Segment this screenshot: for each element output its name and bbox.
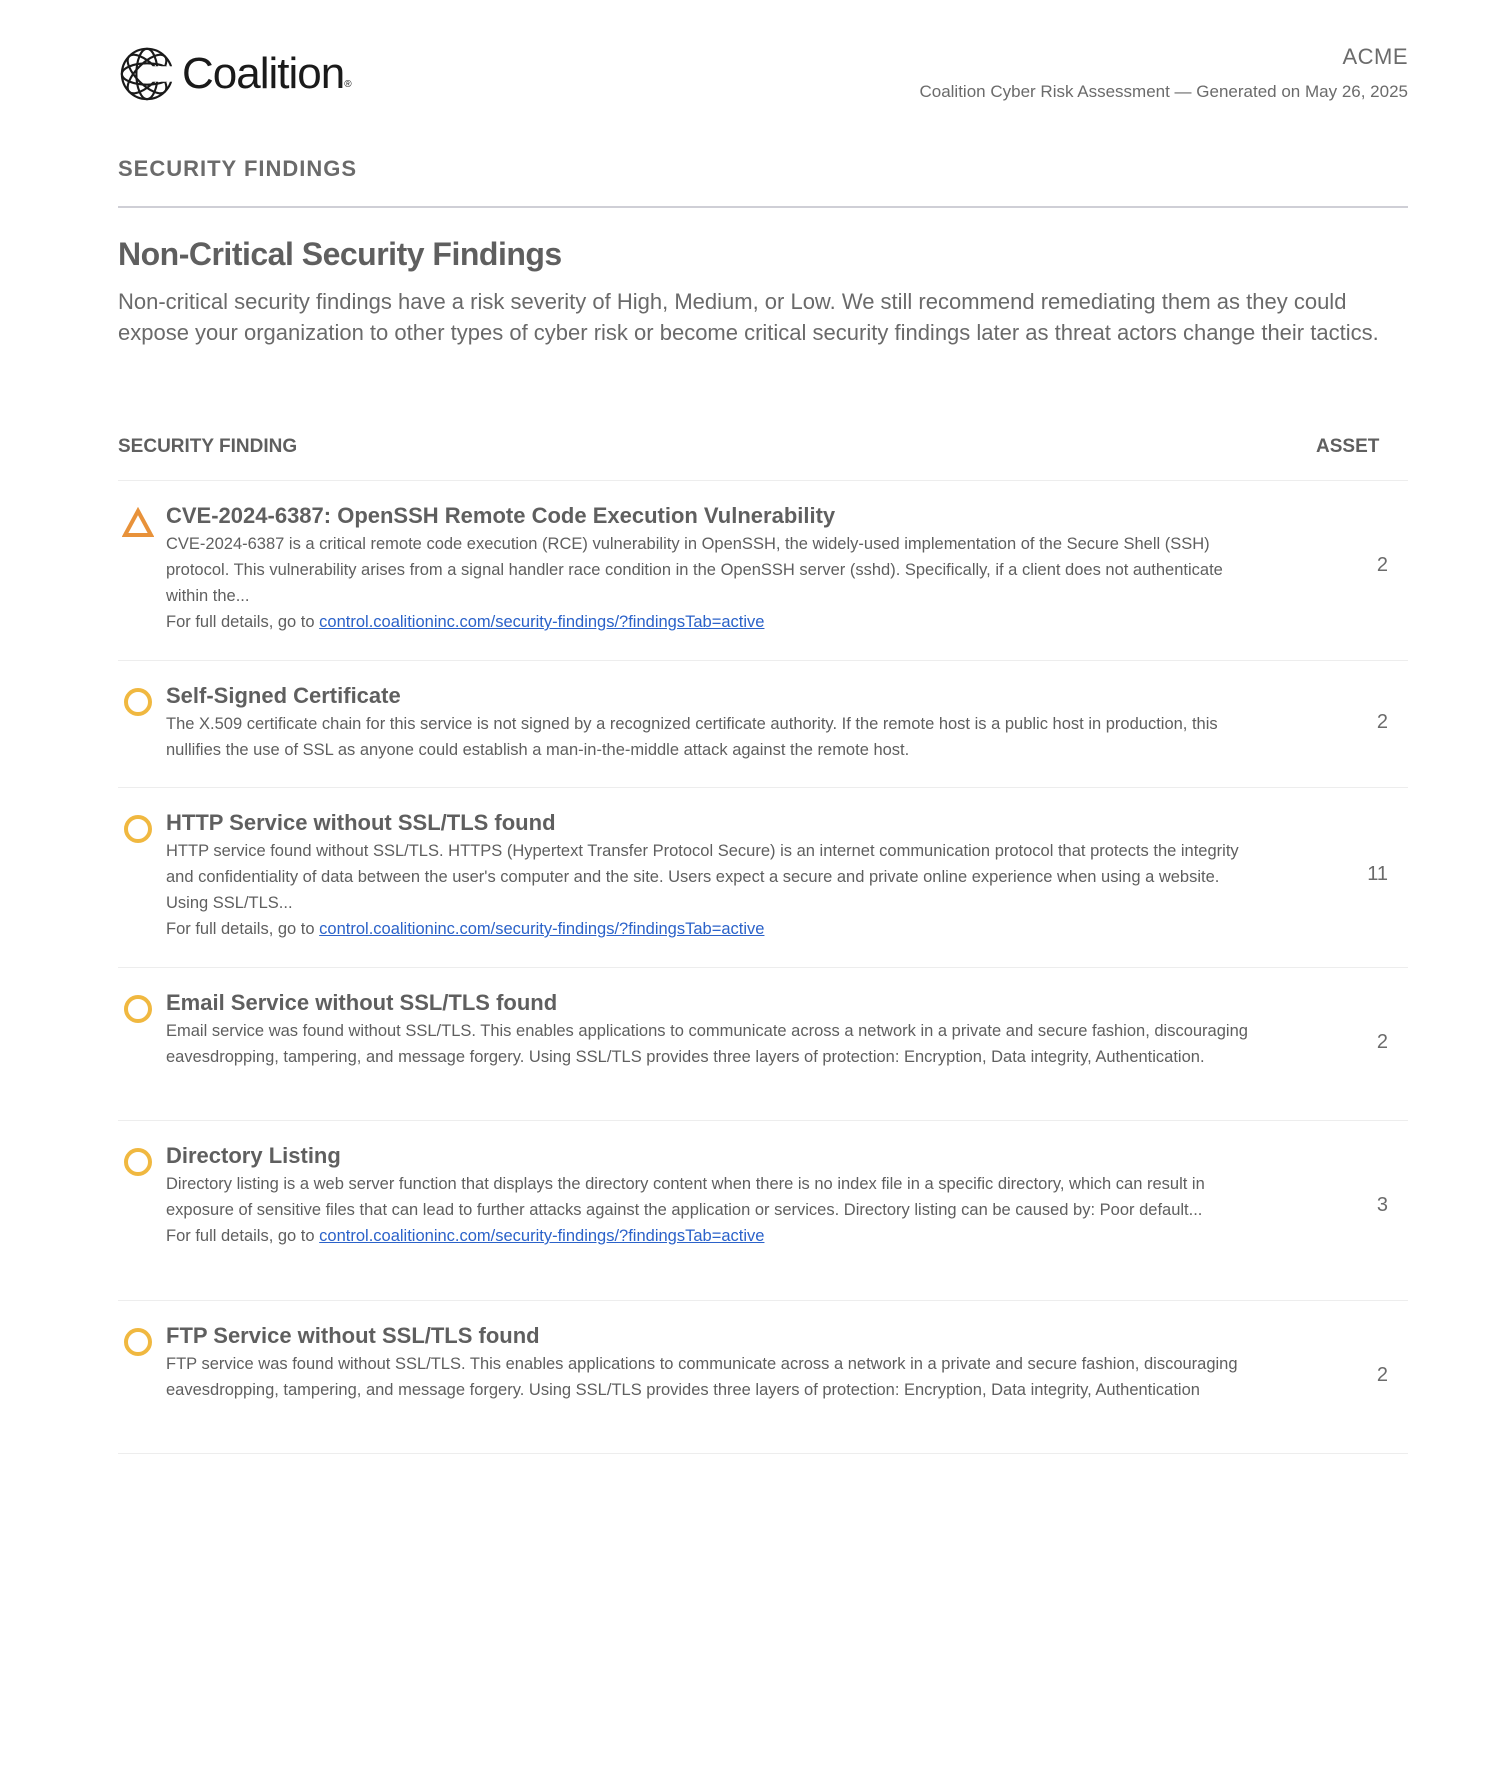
finding-row <box>118 1121 1408 1301</box>
finding-details-link[interactable]: control.coalitioninc.com/security-findings/?findingsTab=active <box>319 1227 765 1245</box>
finding-details-line <box>166 916 1256 942</box>
intro-paragraph: Non-critical security findings have a risk severity of High, Medium, or Low. We still recommend remediating them as they could expose your organization to other types of cyber risk or become critical security findings later as threat actors change their tactics. <box>118 289 1379 345</box>
details-prefix: For full details, go to <box>166 613 315 631</box>
registered-mark: ® <box>344 78 352 90</box>
asset-count: 3 <box>1376 1194 1388 1216</box>
finding-details-line <box>166 1223 1256 1249</box>
asset-count: 2 <box>1376 711 1388 733</box>
finding-description: HTTP service found without SSL/TLS. HTTPS (Hypertext Transfer Protocol Secure) is an internet communication protocol that protects the integrity and confidentiality of data between the user's computer and the site. Users expect a secure and private online experience when using a website. Using SSL/TLS... <box>166 842 1239 912</box>
finding-title: Directory Listing <box>166 1143 341 1168</box>
finding-row <box>118 481 1408 661</box>
report-generated-line: Coalition Cyber Risk Assessment — Generated on May 26, 2025 <box>919 82 1408 101</box>
finding-title: Self-Signed Certificate <box>166 683 401 708</box>
finding-row <box>118 1301 1408 1454</box>
finding-details-line <box>166 609 1256 635</box>
finding-row <box>118 968 1408 1121</box>
details-prefix: For full details, go to <box>166 1227 315 1245</box>
section-divider <box>118 206 1408 208</box>
finding-title: FTP Service without SSL/TLS found <box>166 1323 540 1348</box>
details-prefix: For full details, go to <box>166 920 315 938</box>
circle-icon <box>122 813 154 845</box>
finding-description: Directory listing is a web server function that displays the directory content when there is no index file in a specific directory, which can result in exposure of sensitive files that can lead to further attacks against the application or services. Directory listing can be caused by: Poor default... <box>166 1175 1205 1219</box>
coalition-globe-icon <box>118 45 176 103</box>
brand-name: Coalition <box>182 49 345 98</box>
column-header-asset: ASSET <box>1316 436 1380 457</box>
circle-icon <box>122 686 154 718</box>
finding-details-link[interactable]: control.coalitioninc.com/security-findings/?findingsTab=active <box>319 613 765 631</box>
triangle-warning-icon <box>122 507 154 539</box>
finding-title: HTTP Service without SSL/TLS found <box>166 810 556 835</box>
asset-count: 11 <box>1367 863 1388 885</box>
circle-icon <box>122 993 154 1025</box>
asset-count: 2 <box>1376 1364 1388 1386</box>
finding-description: Email service was found without SSL/TLS. This enables applications to communicate across a network in a private and secure fashion, discouraging eavesdropping, tampering, and message forgery. Using SSL/TLS provides three layers of protection: Encryption, Data integrity, Authentication. <box>166 1022 1248 1066</box>
section-label: SECURITY FINDINGS <box>118 156 358 181</box>
finding-description: FTP service was found without SSL/TLS. This enables applications to communicate across a network in a private and secure fashion, discouraging eavesdropping, tampering, and message forgery. Using SSL/TLS provides three layers of protection: Encryption, Data integrity, Authentication <box>166 1355 1238 1399</box>
finding-details-link[interactable]: control.coalitioninc.com/security-findings/?findingsTab=active <box>319 920 765 938</box>
page-title: Non-Critical Security Findings <box>118 236 562 272</box>
finding-description: CVE-2024-6387 is a critical remote code execution (RCE) vulnerability in OpenSSH, the widely-used implementation of the Secure Shell (SSH) protocol. This vulnerability arises from a signal handler race condition in the OpenSSH server (sshd). Specifically, if a client does not authenticate within the... <box>166 535 1223 605</box>
circle-icon <box>122 1146 154 1178</box>
circle-icon <box>122 1326 154 1358</box>
column-header-finding: SECURITY FINDING <box>118 436 298 457</box>
asset-count: 2 <box>1376 554 1388 576</box>
finding-title: CVE-2024-6387: OpenSSH Remote Code Execution Vulnerability <box>166 503 836 528</box>
finding-row <box>118 661 1408 788</box>
coalition-logo <box>118 45 352 103</box>
finding-title: Email Service without SSL/TLS found <box>166 990 558 1015</box>
asset-count: 2 <box>1376 1031 1388 1053</box>
finding-row <box>118 788 1408 968</box>
finding-description: The X.509 certificate chain for this service is not signed by a recognized certificate authority. If the remote host is a public host in production, this nullifies the use of SSL as anyone could establish a man-in-the-middle attack against the remote host. <box>166 715 1218 759</box>
organization-name: ACME <box>1342 44 1408 69</box>
